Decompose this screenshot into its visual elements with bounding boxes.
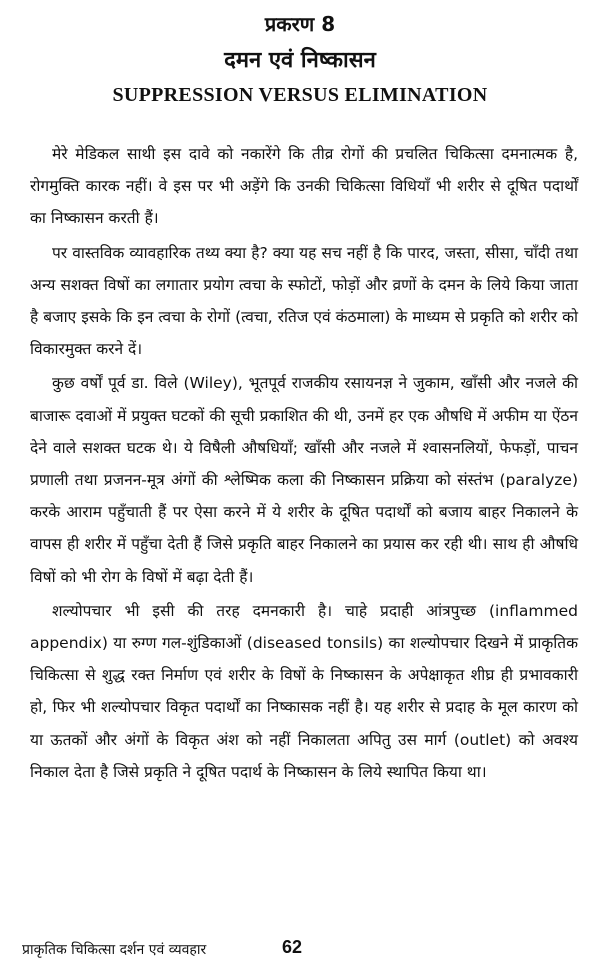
body-text xyxy=(30,138,578,788)
paragraph: कुछ वर्षों पूर्व डा. विले (Wiley), भूतपूर्व राजकीय रसायनज्ञ ने जुकाम, खाँसी और नजले की बाजारू दवाओं में प्रयुक्त घटकों की सूची प्रकाशित की थी, उनमें हर एक औषधि में अफीम या ऐंठन देने वाले सशक्त घटक थे। ये विषैली औषधियाँ; खाँसी और नजले में श्वासनलियों, फेफड़ों, पाचन प्रणाली तथा प्रजनन-मूत्र अंगों की श्लेष्मिक कला की निष्कासन प्रक्रिया को संस्तंभ (paralyze) करके आराम पहुँचाती हैं पर ऐसा करने में ये शरीर के दूषित पदार्थों को बजाय बाहर निकालने के वापस ही शरीर में पहुँचा देती हैं जिसे प्रकृति बाहर निकालने का प्रयास कर रही थी। साथ ही औषधि विषों को भी रोग के विषों में बढ़ा देती हैं। xyxy=(30,374,578,586)
chapter-number: प्रकरण 8 xyxy=(264,12,336,36)
paragraph: मेरे मेडिकल साथी इस दावे को नकारेंगे कि तीव्र रोगों की प्रचलित चिकित्सा दमनात्मक है, रोगमुक्ति कारक नहीं। वे इस पर भी अड़ेंगे कि उनकी चिकित्सा विधियाँ भी शरीर से दूषित पदार्थों का निष्कासन करती हैं। xyxy=(30,145,578,228)
footer-book-title: प्राकृतिक चिकित्सा दर्शन एवं व्यवहार xyxy=(22,942,207,958)
paragraph: पर वास्तविक व्यावहारिक तथ्य क्या है? क्या यह सच नहीं है कि पारद, जस्ता, सीसा, चाँदी तथा अन्य सशक्त विषों का लगातार प्रयोग त्वचा के स्फोटों, फोड़ों और व्रणों के दमन के लिये किया जाता है बजाए इसके कि इन त्वचा के रोगों (त्वचा, रतिज एवं कंठमाला) के माध्यम से प्रकृति को शरीर को विकारमुक्त करने दें। xyxy=(30,243,578,359)
chapter-title-english: SUPPRESSION VERSUS ELIMINATION xyxy=(112,84,488,106)
paragraph: शल्योपचार भी इसी की तरह दमनकारी है। चाहे प्रदाही आंत्रपुच्छ (inflammed appendix) या रुग्ण गल-शुंडिकाओं (diseased tonsils) का शल्योपचार दिखने में प्राकृतिक चिकित्सा से शुद्ध रक्त निर्माण एवं शरीर के विषों के निष्कासन के अपेक्षाकृत शीघ्र ही प्रभावकारी हो, फिर भी शल्योपचार विकृत पदार्थों का निष्कासक नहीं है। यह शरीर से प्रदाह के मूल कारण को या ऊतकों और अंगों के विकृत अंश को नहीं निकालता अपितु उस मार्ग (outlet) को अवश्य निकाल देता है जिसे प्रकृति ने दूषित पदार्थ के निष्कासन के लिये स्थापित किया था। xyxy=(30,601,578,781)
page-number: 62 xyxy=(282,937,303,957)
chapter-title-hindi: दमन एवं निष्कासन xyxy=(224,48,376,73)
